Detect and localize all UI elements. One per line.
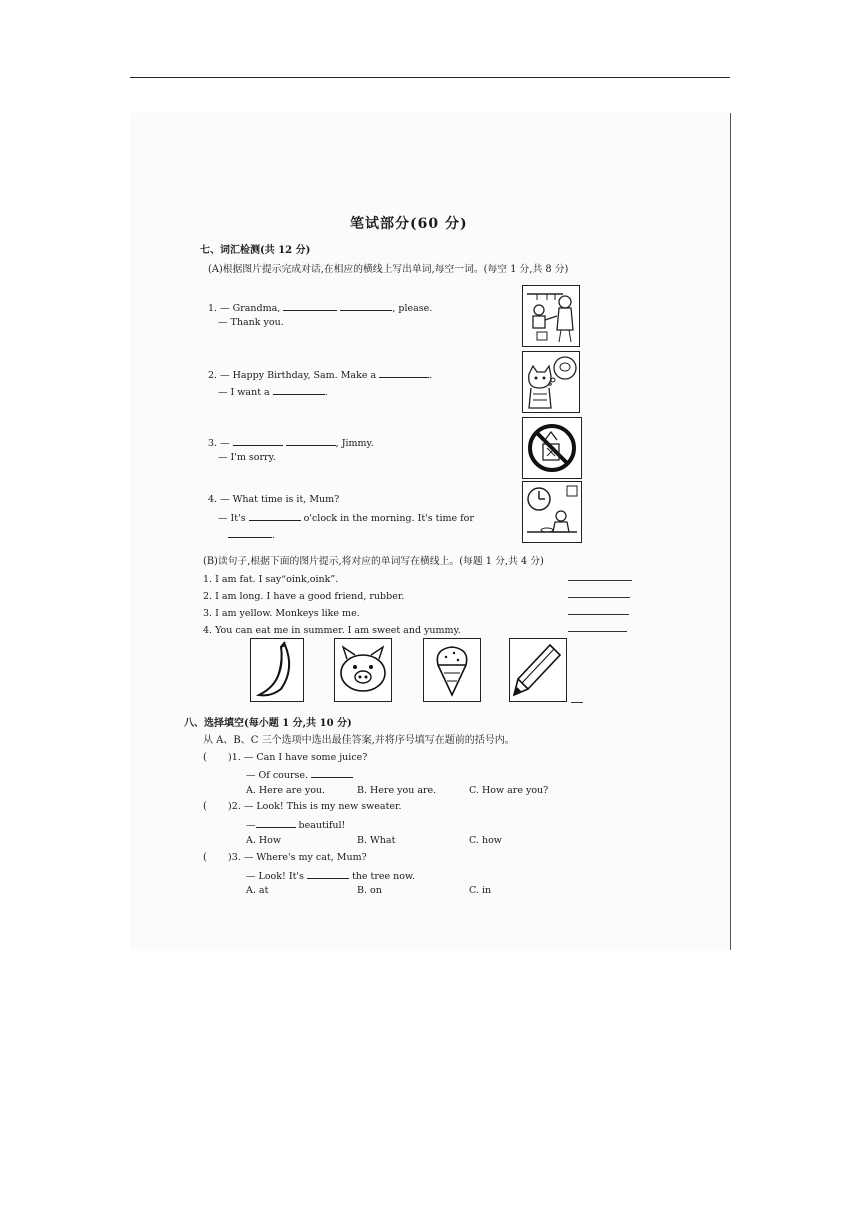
- banana-picture: [250, 638, 304, 702]
- q2-line1-text: 2. — Happy Birthday, Sam. Make a: [208, 370, 377, 381]
- q2-line2-text: — I want a: [218, 387, 270, 398]
- mc1-line2: — Of course.: [246, 770, 309, 781]
- section7-partA-instruction: (A)根据图片提示完成对话,在相应的横线上写出单词,每空一词。(每空 1 分,共 8 分): [208, 264, 569, 275]
- q1-line1: [208, 301, 432, 315]
- mc1-option-b[interactable]: B. Here you are.: [357, 785, 437, 796]
- mc2-number: )2.: [228, 801, 241, 812]
- q1-line2: — Thank you.: [218, 317, 284, 328]
- section8-heading: 八、选择填空(每小题 1 分,共 10 分): [184, 718, 352, 729]
- mc1-option-c[interactable]: C. How are you?: [469, 785, 549, 796]
- section7-partB-instruction: (B)读句子,根据下面的图片提示,将对应的单词写在横线上。(每题 1 分,共 4 分): [203, 556, 544, 567]
- q4-blank-1[interactable]: [249, 511, 301, 521]
- partB-sentence-2: 2. I am long. I have a good friend, rubber.: [203, 591, 405, 602]
- mc1-number: )1.: [228, 752, 241, 763]
- mc2-line2: beautiful!: [298, 820, 346, 831]
- mc3-line1: — Where's my cat, Mum?: [243, 852, 367, 863]
- q3-picture-no-littering: [522, 417, 582, 479]
- page-right-rule: [730, 113, 731, 950]
- mc2-answer-bracket[interactable]: (: [203, 801, 207, 812]
- partB-answer-line-4[interactable]: [568, 631, 627, 632]
- page-top-rule: [130, 77, 730, 78]
- pig-picture: [334, 638, 392, 702]
- mc2-question: [228, 801, 402, 813]
- q3-line2: — I'm sorry.: [218, 452, 276, 463]
- q3-line1: [208, 436, 374, 450]
- cat-thinking-icon: [523, 352, 579, 412]
- mc2-blank[interactable]: [256, 818, 296, 828]
- q3-line1-prefix: 3. —: [208, 438, 230, 449]
- q1-line1-prefix: 1. — Grandma,: [208, 303, 281, 314]
- mc1-line1: — Can I have some juice?: [243, 752, 368, 763]
- mc3-line2-prefix: — Look! It's: [246, 871, 304, 882]
- mc3-blank[interactable]: [307, 869, 349, 879]
- grandma-child-icon: [523, 286, 579, 346]
- partB-answer-line-2[interactable]: [568, 597, 630, 598]
- q4-line2: [218, 511, 474, 525]
- mc1-line2-row: [246, 768, 353, 782]
- section8-instruction: 从 A、B、C 三个选项中选出最佳答案,并将序号填写在题前的括号内。: [203, 735, 515, 746]
- q3-blank-2[interactable]: [286, 436, 336, 446]
- q1-blank-1[interactable]: [283, 301, 337, 311]
- mc3-line2-row: [246, 869, 415, 883]
- mc2-option-a[interactable]: A. How: [246, 835, 282, 846]
- scan-mark: [571, 702, 583, 703]
- q1-line1-suffix: , please.: [392, 303, 433, 314]
- mc2-line2-row: — beautiful!: [246, 820, 346, 831]
- page-title: 笔试部分(60 分): [350, 216, 468, 232]
- mc3-question: [228, 852, 367, 864]
- pig-icon: [335, 639, 391, 701]
- mc1-blank[interactable]: [311, 768, 353, 778]
- mc3-option-b[interactable]: B. on: [357, 885, 382, 896]
- partB-sentence-1: 1. I am fat. I say“oink,oink”.: [203, 574, 339, 585]
- q2-line2: — I want a .: [218, 387, 328, 398]
- mc2-option-b[interactable]: B. What: [357, 835, 396, 846]
- q3-line1-suffix: , Jimmy.: [335, 438, 374, 449]
- mc3-number: )3.: [228, 852, 241, 863]
- q2-line1: 2. — Happy Birthday, Sam. Make a .: [208, 370, 433, 381]
- pencil-picture: [509, 638, 567, 702]
- partB-sentence-3: 3. I am yellow. Monkeys like me.: [203, 608, 360, 619]
- ice-cream-picture: [423, 638, 481, 702]
- mc1-answer-bracket[interactable]: (: [203, 752, 207, 763]
- mc3-line2-suffix: the tree now.: [351, 871, 416, 882]
- q4-blank-2[interactable]: [228, 528, 272, 538]
- clock-breakfast-icon: [523, 482, 581, 542]
- partB-answer-line-3[interactable]: [568, 614, 629, 615]
- mc1-question: [228, 752, 367, 764]
- scanned-exam-sheet: [130, 113, 730, 950]
- prohibited-sign-icon: [523, 418, 581, 478]
- mc3-option-a[interactable]: A. at: [246, 885, 269, 896]
- banana-icon: [251, 639, 303, 701]
- mc3-answer-bracket[interactable]: (: [203, 852, 207, 863]
- partB-sentence-4: 4. You can eat me in summer. I am sweet and yummy.: [203, 625, 461, 636]
- q1-blank-2[interactable]: [340, 301, 392, 311]
- q4-line2-prefix: — It's: [218, 513, 246, 524]
- q4-line1: 4. — What time is it, Mum?: [208, 494, 340, 505]
- q1-picture-grandma: [522, 285, 580, 347]
- mc1-option-a[interactable]: A. Here are you.: [246, 785, 326, 796]
- q3-blank-1[interactable]: [233, 436, 283, 446]
- q2-picture-cat-wish: [522, 351, 580, 413]
- ice-cream-icon: [424, 639, 480, 701]
- partB-answer-line-1[interactable]: [568, 580, 632, 581]
- mc2-option-c[interactable]: C. how: [469, 835, 502, 846]
- q2-blank-1[interactable]: [379, 368, 429, 378]
- q2-blank-2[interactable]: [273, 385, 325, 395]
- pencil-icon: [510, 639, 566, 701]
- q4-picture-clock-breakfast: [522, 481, 582, 543]
- q4-line3: .: [228, 528, 275, 542]
- q4-line2-suffix: o'clock in the morning. It's time for: [303, 513, 474, 524]
- section7-heading: 七、词汇检测(共 12 分): [200, 245, 311, 256]
- mc2-line1: — Look! This is my new sweater.: [243, 801, 402, 812]
- mc3-option-c[interactable]: C. in: [469, 885, 492, 896]
